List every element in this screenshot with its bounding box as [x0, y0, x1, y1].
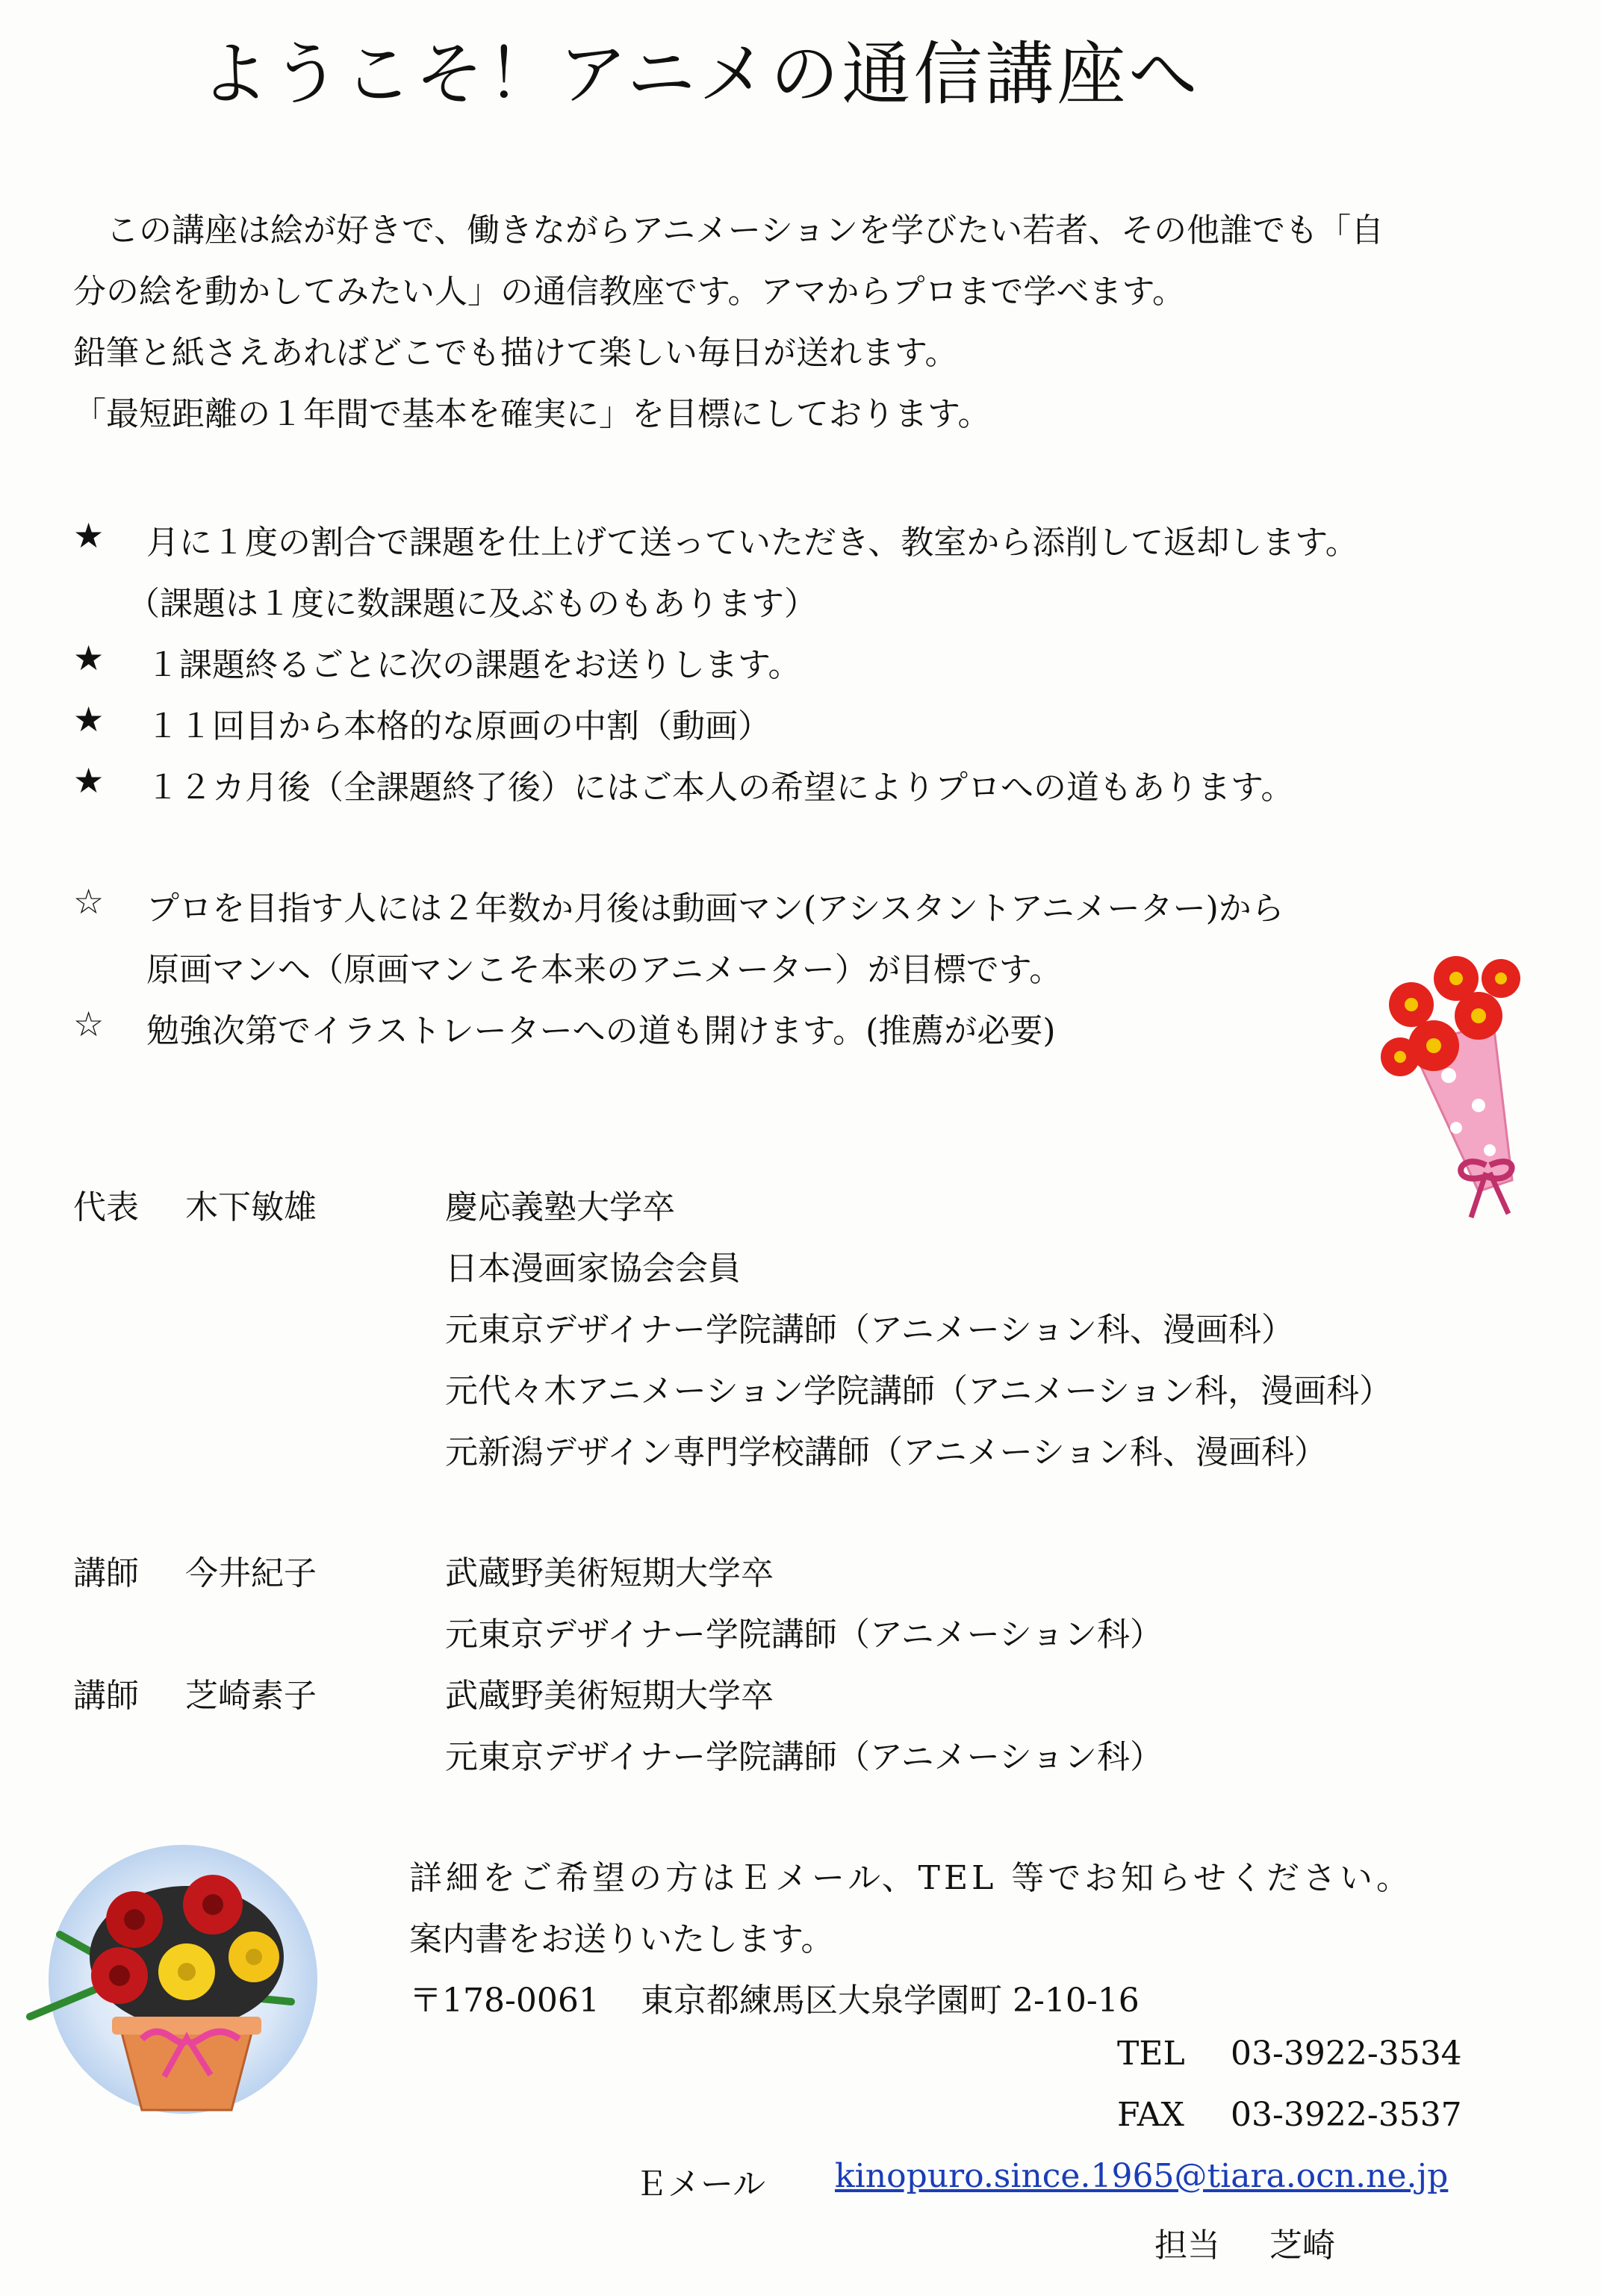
staff-career: 元代々木アニメーション学院講師（アニメーション科，漫画科） [445, 1372, 1393, 1410]
staff-role: 講師 [73, 1554, 139, 1592]
staff-career: 武蔵野美術短期大学卒 [445, 1554, 774, 1592]
staff-career: 元東京デザイナー学院講師（アニメーション科、漫画科） [445, 1311, 1294, 1349]
email-link[interactable]: kinopuro.since.1965@tiara.ocn.ne.jp [835, 2157, 1449, 2195]
star-mark: ★ [73, 638, 105, 678]
tel-number: 03-3922-3534 [1231, 2035, 1462, 2073]
staff-career: 元新潟デザイン専門学校講師（アニメーション科、漫画科） [445, 1433, 1327, 1471]
staff-name: 今井紀子 [185, 1554, 317, 1592]
email-label: Ｅメール [635, 2165, 766, 2203]
postal-code: 〒178-0061 [409, 1982, 600, 2020]
contact-request-text: 詳細をご希望の方はＥメール、TEL 等でお知らせください。 [409, 1859, 1413, 1897]
bullet-text: 月に１度の割合で課題を仕上げて送っていただき、教室から添削して返却します。 [146, 524, 1358, 562]
staff-career: 元東京デザイナー学院講師（アニメーション科） [445, 1738, 1163, 1776]
fax-label: FAX [1117, 2096, 1184, 2134]
bullet-text: １２カ月後（全課題終了後）にはご本人の希望によりプロへの道もあります。 [146, 769, 1294, 807]
page-title: ようこそ！アニメの通信講座へ [200, 34, 1201, 114]
fax-number: 03-3922-3537 [1231, 2096, 1462, 2134]
staff-role: 講師 [73, 1677, 139, 1715]
staff-career: 元東京デザイナー学院講師（アニメーション科） [445, 1616, 1163, 1654]
bullet-text: １１回目から本格的な原画の中割（動画） [146, 707, 771, 745]
staff-career: 武蔵野美術短期大学卒 [445, 1677, 774, 1715]
bullet-text: １課題終るごとに次の課題をお送りします。 [146, 646, 801, 684]
star-mark: ★ [73, 760, 105, 801]
contact-info-text: 案内書をお送りいたします。 [409, 1920, 834, 1958]
note-text: 原画マンへ（原画マンこそ本来のアニメーター）が目標です。 [146, 951, 1063, 989]
staff-career: 慶応義塾大学卒 [445, 1188, 675, 1226]
note-text: プロを目指す人には２年数か月後は動画マン(アシスタントアニメーター)から [146, 890, 1284, 928]
star-outline-mark: ☆ [73, 1004, 105, 1044]
staff-name: 木下敏雄 [185, 1188, 317, 1226]
tel-label: TEL [1117, 2035, 1185, 2073]
intro-line-1: この講座は絵が好きで、働きながらアニメーションを学びたい若者、その他誰でも「自 [73, 211, 1384, 249]
flower-pot-icon [15, 1830, 336, 2129]
intro-line-3: 鉛筆と紙さえあればどこでも描けて楽しい毎日が送れます。 [73, 334, 958, 372]
staff-name: 芝崎素子 [185, 1677, 317, 1715]
star-outline-mark: ☆ [73, 881, 105, 922]
staff-career: 日本漫画家協会会員 [445, 1250, 741, 1288]
contact-person-label: 担当 [1154, 2227, 1220, 2265]
staff-role: 代表 [73, 1188, 139, 1226]
bullet-text: （課題は１度に数課題に及ぶものもあります） [127, 585, 817, 623]
address: 東京都練馬区大泉学園町 2-10-16 [641, 1982, 1140, 2020]
contact-person-name: 芝崎 [1269, 2227, 1335, 2265]
note-text: 勉強次第でイラストレーターへの道も開けます。(推薦が必要) [146, 1012, 1056, 1050]
bouquet-icon [1367, 934, 1546, 1247]
intro-line-4: 「最短距離の１年間で基本を確実に」を目標にしております。 [73, 395, 991, 433]
star-mark: ★ [73, 515, 105, 556]
star-mark: ★ [73, 699, 105, 739]
intro-line-2: 分の絵を動かしてみたい人」の通信教座です。アマからプロまで学べます。 [73, 273, 1185, 311]
